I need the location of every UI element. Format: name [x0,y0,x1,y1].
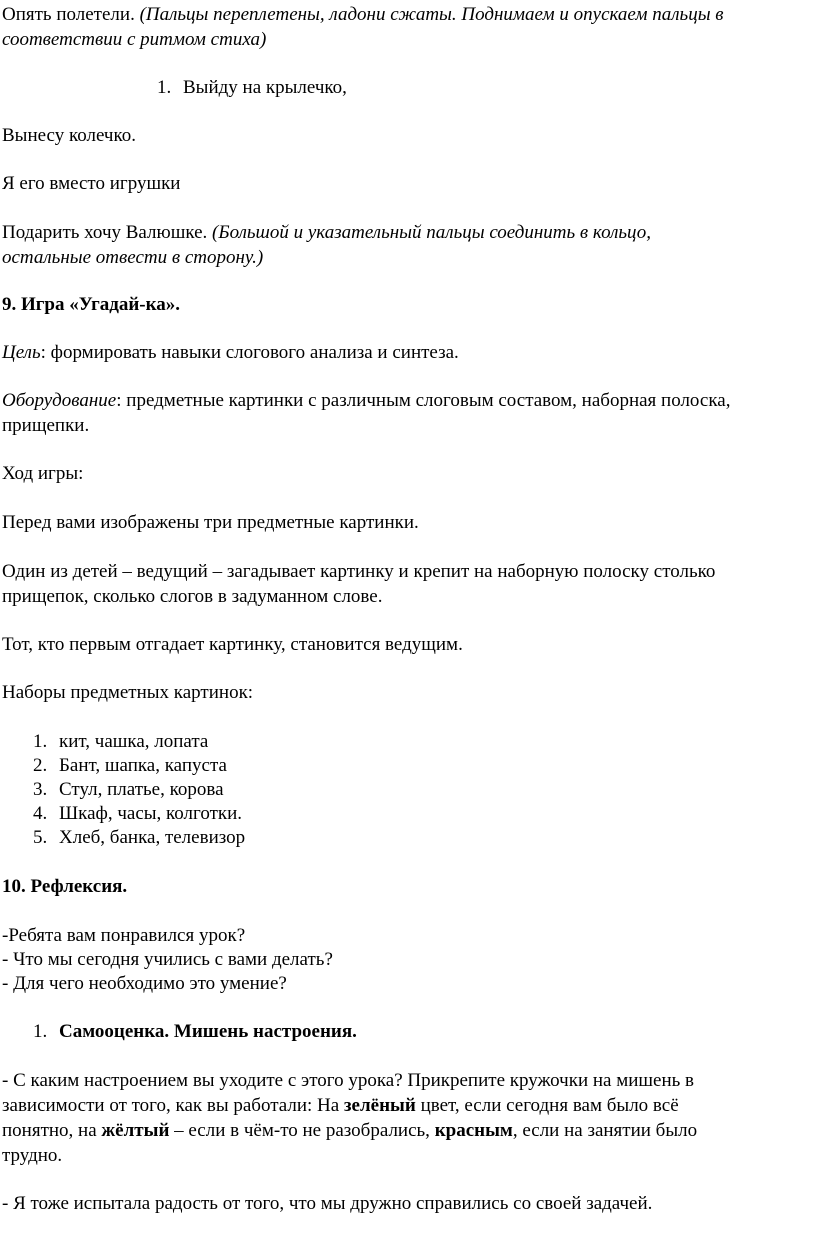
game-paragraph-2-cont: прищепок, сколько слогов в задуманном слове. [2,586,383,607]
red-label: красным [434,1120,513,1141]
equipment-paragraph [2,390,730,412]
mood-text: зависимости от того, как вы работали: На [2,1095,344,1116]
reflection-heading: 10. Рефлексия. [2,876,128,897]
list-item [33,803,242,825]
goal-label: Цель [2,342,41,363]
list-number: 1. [33,731,48,752]
list-number: 1. [33,1021,48,1042]
final-paragraph: - Я тоже испытала радость от того, что мы дружно справились со своей задачей. [2,1193,653,1214]
list-item-text: Хлеб, банка, телевизор [59,827,246,848]
list-item-text: кит, чашка, лопата [59,731,209,752]
list-number: 2. [33,755,48,776]
intro-text: Опять полетели. [2,4,140,25]
reflection-question-2: - Что мы сегодня учились с вами делать? [2,949,333,970]
game-paragraph-3: Тот, кто первым отгадает картинку, становится ведущим. [2,634,463,655]
yellow-label: жёлтый [101,1120,170,1141]
list-item-text: Бант, шапка, капуста [59,755,227,776]
mood-text: понятно, на [2,1120,102,1141]
mood-paragraph-line-3 [2,1120,697,1142]
sets-label: Наборы предметных картинок: [2,682,254,703]
mood-text: – если в чём-то не разобрались, [169,1120,435,1141]
self-assessment-heading: Самооценка. Мишень настроения. [59,1021,357,1042]
equipment-text-cont: прищепки. [2,415,90,436]
poem-text: Выйду на крылечко, [183,77,347,98]
green-label: зелёный [343,1095,416,1116]
mood-paragraph-line-4: трудно. [2,1145,63,1166]
list-item [33,755,227,777]
list-item [33,827,245,849]
list-number: 5. [33,827,48,848]
goal-paragraph [2,342,459,364]
mood-text: цвет, если сегодня вам было всё [415,1095,679,1116]
mood-text: , если на занятии было [512,1120,698,1141]
game-paragraph-1: Перед вами изображены три предметные картинки. [2,512,419,533]
poem-line-2: Вынесу колечко. [2,125,136,146]
poem-line-3: Я его вместо игрушки [2,173,181,194]
list-number: 4. [33,803,48,824]
goal-text: : формировать навыки слогового анализа и синтеза. [40,342,459,363]
mood-paragraph-line-1: - С каким настроением вы уходите с этого урока? Прикрепите кружочки на мишень в [2,1070,695,1091]
game-heading: 9. Игра «Угадай-ка». [2,294,181,315]
intro-line-1 [2,4,724,26]
list-item [33,779,224,801]
mood-paragraph-line-2 [2,1095,679,1117]
intro-instruction: (Пальцы переплетены, ладони сжаты. Поднимаем и опускаем пальцы в [139,4,724,25]
list-number: 3. [33,779,48,800]
list-item-text: Шкаф, часы, колготки. [59,803,243,824]
game-paragraph-2: Один из детей – ведущий – загадывает картинку и крепит на наборную полоску столько [2,561,716,582]
equipment-text: : предметные картинки с различным слоговым составом, наборная полоска, [116,390,731,411]
poem-line-4 [2,222,651,244]
progress-label: Ход игры: [2,463,84,484]
equipment-label: Оборудование [2,390,117,411]
poem-instruction-cont: остальные отвести в сторону.) [2,247,264,268]
self-assessment-item [33,1021,357,1043]
list-number: 1. [157,77,172,98]
poem-text: Подарить хочу Валюшке. [2,222,213,243]
list-item-text: Стул, платье, корова [59,779,224,800]
intro-instruction-cont: соответствии с ритмом стиха) [2,29,267,50]
poem-line-1 [157,77,347,99]
reflection-question-3: - Для чего необходимо это умение? [2,973,287,994]
poem-instruction: (Большой и указательный пальцы соединить в кольцо, [212,222,652,243]
list-item [33,731,208,753]
reflection-question-1: -Ребята вам понравился урок? [2,925,246,946]
